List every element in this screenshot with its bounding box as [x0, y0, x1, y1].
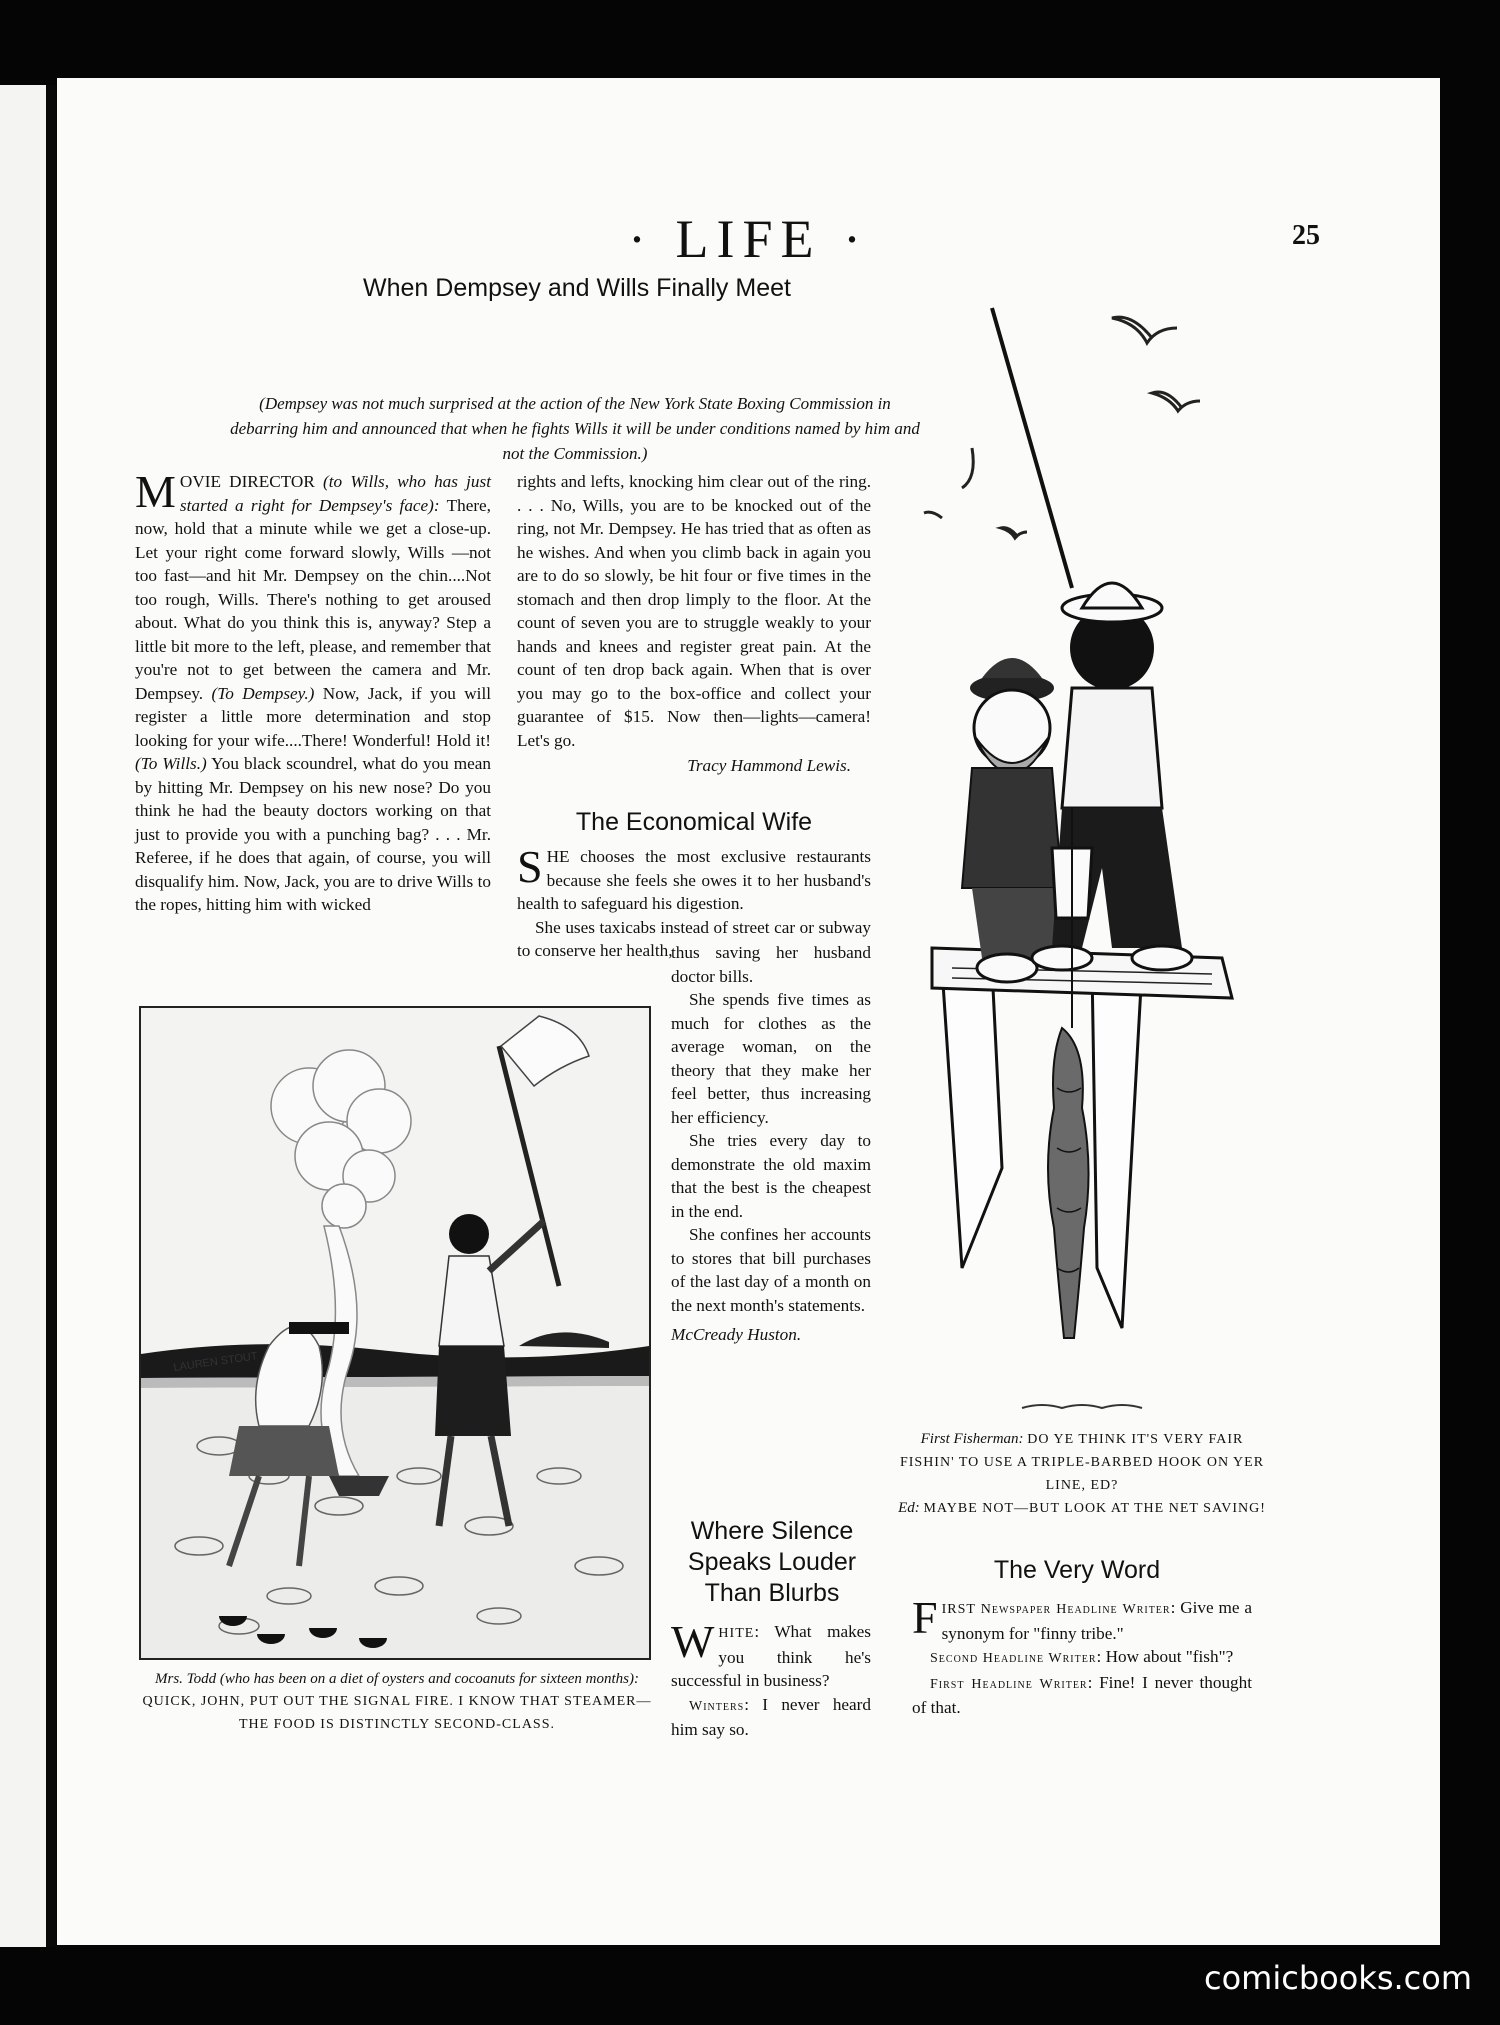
masthead: · LIFE · — [628, 209, 869, 269]
article-economical-wife-narrow — [671, 941, 871, 1347]
page-number: 25 — [1292, 220, 1320, 251]
body-text: : I never heard him say so. — [671, 1694, 871, 1739]
body-text: thus saving her husband doctor bills. — [671, 943, 871, 986]
stage-direction: (To Dempsey.) — [211, 683, 315, 703]
article-column-2 — [517, 470, 871, 778]
body-text: rights and lefts, knocking him clear out of the ring. . . . No, Wills, you are to be knocked out of the ring, not Mr. Dempsey. He has tried that as often as he wishes. And when you climb back in again you are to do so slowly, be hit four or five times in the stomach and then drop limply to the floor. At the count of seven you are to struggle weakly to your hands and knees and register great pain. At the count of ten drop back again. When that is over you may go to the box-office and collect your guarantee of $15. Now then—lights—camera! Let's go. — [517, 472, 871, 750]
fishermen-cartoon — [912, 268, 1257, 1418]
body-text: There, now, hold that a minute while we get a close-up. Let your right come forward slowly, Wills —not too fast—and hit Mr. Dempsey on the chin....Not too rough, Wills. There's nothing to get aroused about. What do you think this is, anyway? Step a little bit more to the left, please, and remember that you're not to get between the camera and Mr. Dempsey. — [135, 495, 491, 703]
castaway-cartoon — [139, 1006, 651, 1660]
drop-cap: M — [135, 466, 176, 517]
caption-text: QUICK, JOHN, PUT OUT THE SIGNAL FIRE. I KNOW THAT STEAMER—THE FOOD IS DISTINCTLY SECOND-CLASS. — [142, 1694, 652, 1732]
speaker-label: Second Headline Writer — [930, 1651, 1097, 1666]
body-text: : Give me a synonym for "finny tribe." — [941, 1598, 1252, 1643]
caption-speaker: Mrs. Todd (who has been on a diet of oysters and cocoanuts for sixteen months): — [155, 1671, 639, 1687]
caption-text: DO YE THINK IT'S VERY FAIR FISHIN' TO USE A TRIPLE-BARBED HOOK ON YER LINE, ED? — [899, 1432, 1265, 1493]
body-text: : Fine! I never thought of that. — [912, 1672, 1253, 1717]
castaway-caption — [137, 1668, 657, 1736]
body-text: She spends five times as much for clothes as the average woman, on the theory that they make her feel better, thus increasing her efficiency. — [671, 990, 871, 1127]
facing-page-sliver — [0, 85, 46, 1947]
article-headline-very-word: The Very Word — [993, 1556, 1161, 1584]
stage-direction: (To Wills.) — [135, 754, 207, 773]
article-intro-dempsey: (Dempsey was not much surprised at the action of the New York State Boxing Commission in debarring him and announced that when he fights Wills it will be under conditions named by him and not the Commission.) — [230, 394, 920, 463]
body-text: Now, Jack, if you will register a little more determination and stop looking for your wife....There! Wonderful! Hold it! — [135, 683, 491, 750]
speaker-label: HITE — [718, 1626, 755, 1641]
article-headline-economical-wife: The Economical Wife — [575, 808, 813, 836]
caption-text: MAYBE NOT—BUT LOOK AT THE NET SAVING! — [923, 1501, 1266, 1516]
body-text: She confines her accounts to stores that bill purchases of the last day of a month on the next month's statements. — [671, 1225, 871, 1315]
article-silence-body — [671, 1616, 871, 1742]
body-text: : How about "fish"? — [1096, 1647, 1234, 1666]
body-text: She uses taxicabs instead of street car or subway to conserve her health, — [517, 917, 871, 960]
article-very-word-body — [912, 1592, 1253, 1720]
caption-speaker: First Fisherman: — [920, 1431, 1024, 1447]
body-text: HE chooses the most exclusive restaurants because she feels she owes it to her husband's health to safeguard his digestion. — [517, 847, 871, 913]
byline: McCready Huston. — [671, 1325, 802, 1344]
article-headline-dempsey: When Dempsey and Wills Finally Meet — [363, 274, 791, 302]
drop-cap: S — [517, 841, 543, 892]
watermark: comicbooks.com — [1203, 1959, 1472, 1997]
speaker-label: IRST Newspaper Headline Writer — [941, 1602, 1171, 1617]
byline: Tracy Hammond Lewis. — [687, 756, 851, 775]
article-headline-silence: Where Silence Speaks Louder Than Blurbs — [687, 1517, 857, 1607]
body-text: She tries every day to demonstrate the old maxim that the best is the cheapest in the end. — [671, 1131, 871, 1221]
artist-signature: LAUREN STOUT — [172, 1350, 259, 1374]
speaker-label: OVIE DIRECTOR — [179, 472, 315, 491]
page-gutter — [46, 85, 56, 1947]
body-text: : What makes you think he's successful in business? — [671, 1622, 871, 1690]
magazine-page — [57, 78, 1440, 1945]
speaker-label: Winters — [689, 1698, 745, 1714]
fishermen-caption — [897, 1428, 1267, 1520]
caption-speaker: Ed: — [898, 1500, 920, 1516]
drop-cap: F — [912, 1592, 938, 1643]
body-text: You black scoundrel, what do you mean by hitting Mr. Dempsey on his new nose? Do you think he had the beauty doctors working on that just to provide you with a punching bag? . . . Mr. Referee, if he does that again, of course, you will disqualify him. Now, Jack, you are to drive Wills to the ropes, hitting him with wicked — [135, 754, 491, 914]
article-column-1 — [135, 466, 491, 917]
stage-direction: (to Wills, who has just started a right for Dempsey's face): — [179, 472, 491, 515]
speaker-label: First Headline Writer — [930, 1676, 1088, 1692]
drop-cap: W — [671, 1616, 715, 1667]
